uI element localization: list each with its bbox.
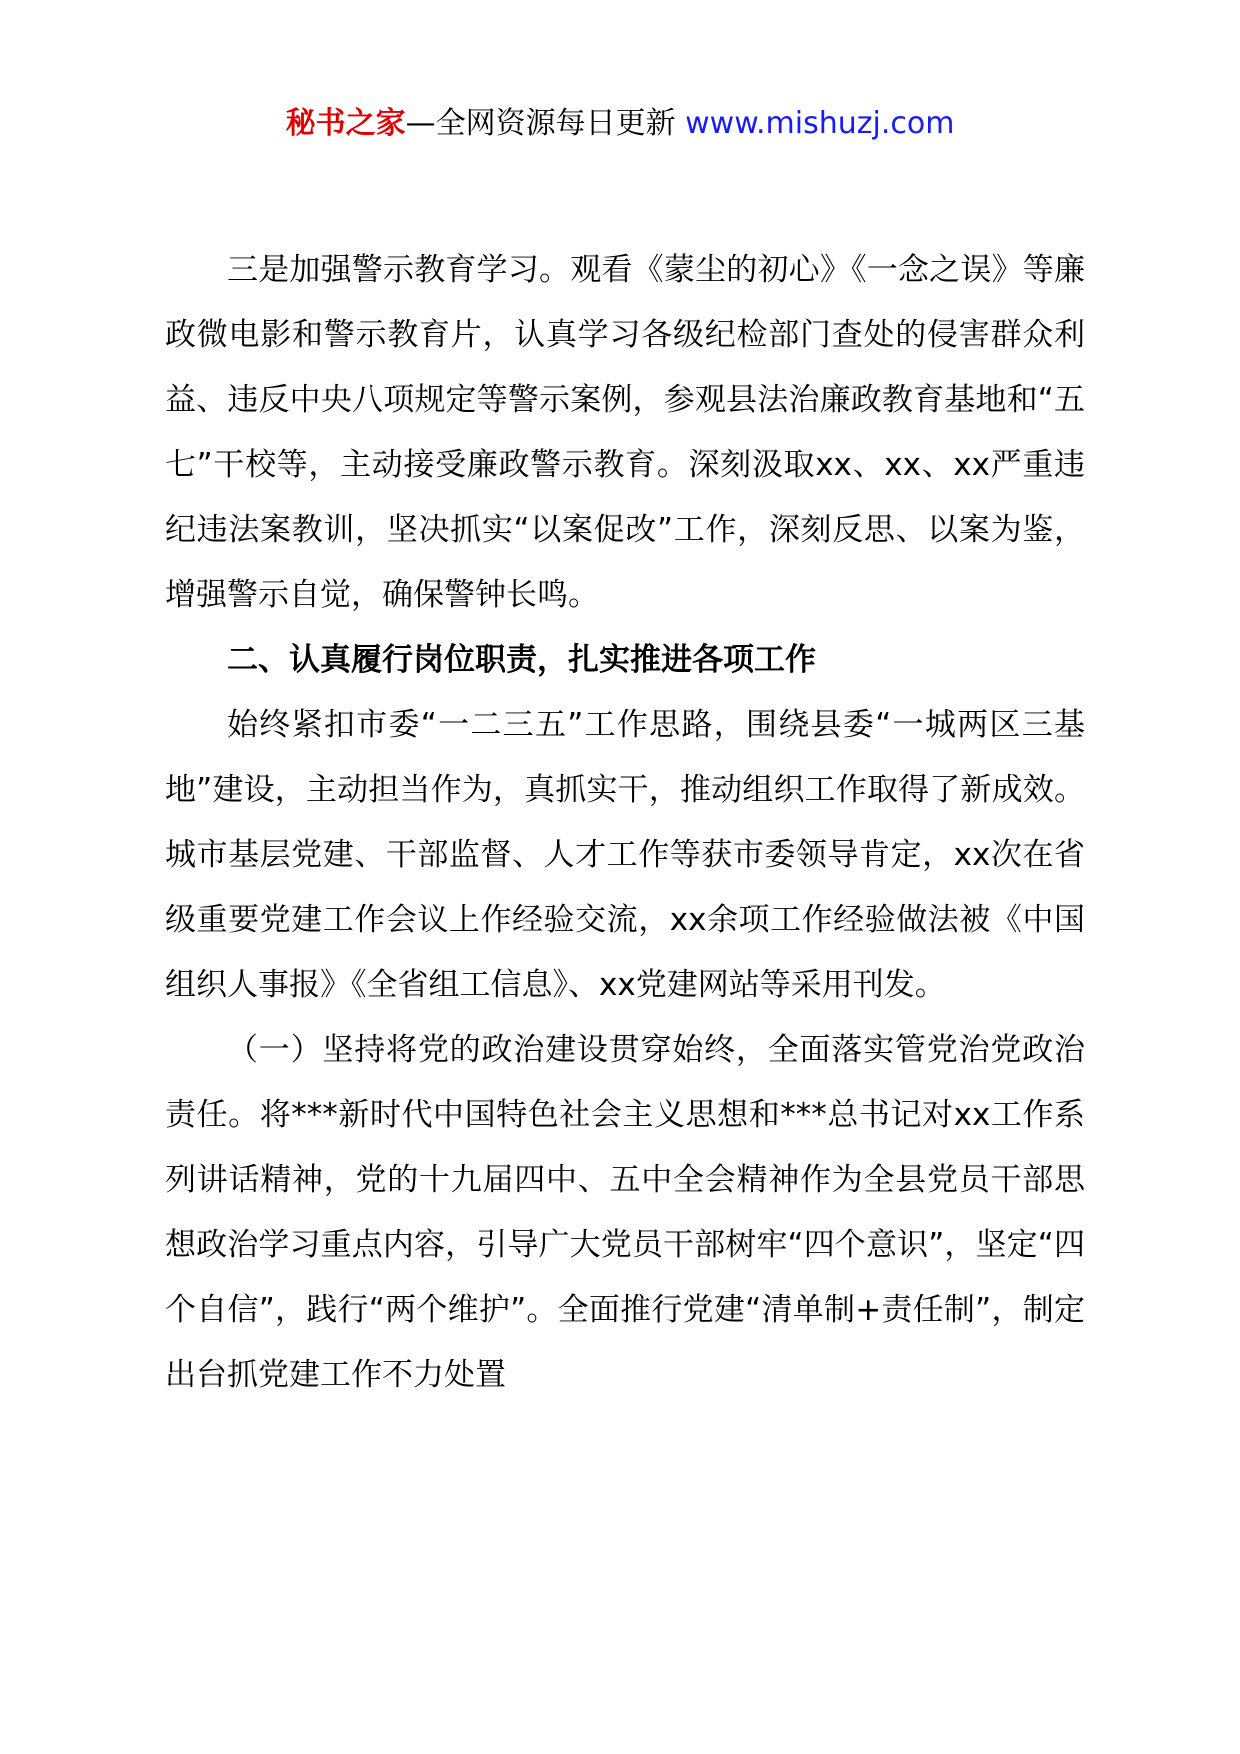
paragraph-warning-education: 三是加强警示教育学习。观看《蒙尘的初心》《一念之误》等廉政微电影和警示教育片，认真学习各级纪检部门查处的侵害群众利益、违反中央八项规定等警示案例，参观县法治廉政教育基地和“五七”干校等，主动接受廉政警示教育。深刻汲取xx、xx、xx严重违纪违法案教训，坚决抓实“以案促改”工作，深刻反思、以案为鉴，增强警示自觉，确保警钟长鸣。 (165, 252, 1085, 613)
paragraph-work-overview: 始终紧扣市委“一二三五”工作思路，围绕县委“一城两区三基地”建设，主动担当作为，真抓实干，推动组织工作取得了新成效。城市基层党建、干部监督、人才工作等获市委领导肯定，xx次在省级重要党建工作会议上作经验交流，xx余项工作经验做法被《中国组织人事报》《全省组工信息》、xx党建网站等采用刊发。 (165, 707, 1085, 1003)
header-slogan: —全网资源每日更新 (405, 106, 676, 141)
site-header (0, 100, 1240, 148)
document-body (165, 238, 1085, 1408)
paragraph-political-building: （一）坚持将党的政治建设贯穿始终，全面落实管党治党政治责任。将***新时代中国特色社会主义思想和***总书记对xx工作系列讲话精神，党的十九届四中、五中全会精神作为全县党员干部思想政治学习重点内容，引导广大党员干部树牢“四个意识”，坚定“四个自信”，践行“两个维护”。全面推行党建“清单制+责任制”，制定出台抓党建工作不力处置 (165, 1032, 1085, 1393)
brand-name: 秘书之家 (285, 106, 406, 141)
section-heading-duties: 二、认真履行岗位职责，扎实推进各项工作 (227, 642, 816, 678)
site-url-link[interactable]: www.mishuzj.com (685, 106, 955, 141)
